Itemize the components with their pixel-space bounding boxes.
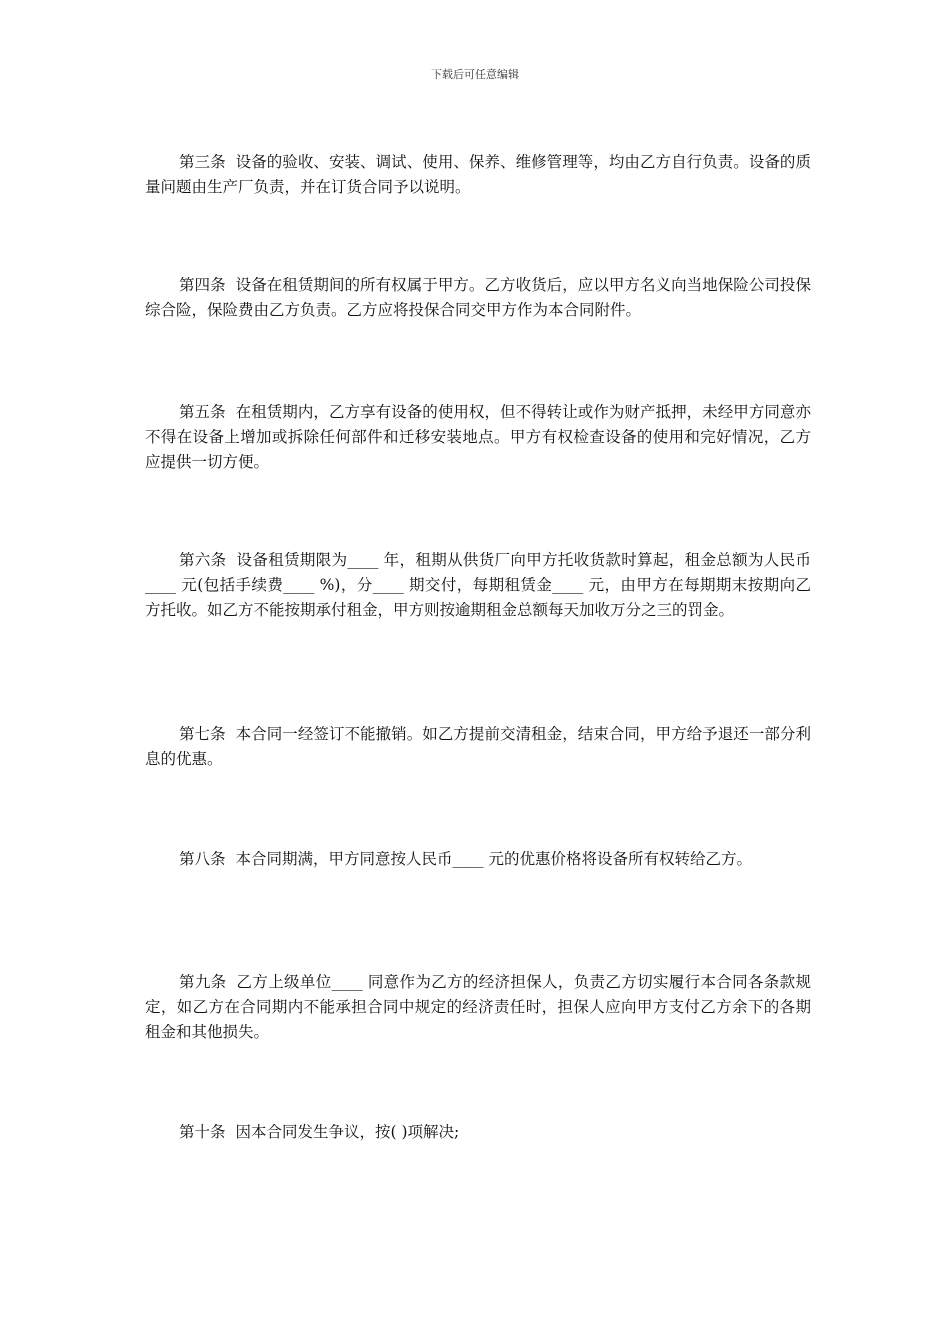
article-text: 设备在租赁期间的所有权属于甲方。乙方收货后，应以甲方名义向当地保险公司投保综合险，保险费由乙方负责。乙方应将投保合同交甲方作为本合同附件。 [145,276,811,319]
article-text: 设备的验收、安装、调试、使用、保养、维修管理等，均由乙方自行负责。设备的质量问题由生产厂负责，并在订货合同予以说明。 [145,153,811,196]
page-header: 下载后可任意编辑 [431,68,519,81]
article-label: 第五条 [179,403,226,421]
article-3 [145,150,811,200]
article-9 [145,970,811,1045]
article-text: 本合同一经签订不能撤销。如乙方提前交清租金，结束合同，甲方给予退还一部分利息的优惠。 [145,725,811,768]
article-4 [145,273,811,323]
article-text: 因本合同发生争议，按( )项解决; [235,1123,460,1141]
article-label: 第六条 [179,551,227,569]
article-label: 第八条 [179,850,226,868]
article-label: 第四条 [179,276,226,294]
article-5 [145,400,811,475]
article-7 [145,722,811,772]
article-label: 第十条 [179,1123,226,1141]
article-6 [145,548,811,623]
article-label: 第七条 [179,725,226,743]
article-text: 设备租赁期限为____ 年，租期从供货厂向甲方托收货款时算起，租金总额为人民币____ 元(包括手续费____ %)，分____ 期交付，每期租赁金____ 元，由甲方在每期期末按期向乙方托收。如乙方不能按期承付租金，甲方则按逾期租金总额每天加收万分之三的罚金。 [145,551,811,619]
article-text: 本合同期满，甲方同意按人民币____ 元的优惠价格将设备所有权转给乙方。 [235,850,752,868]
article-label: 第三条 [179,153,226,171]
article-label: 第九条 [179,973,227,991]
article-text: 乙方上级单位____ 同意作为乙方的经济担保人，负责乙方切实履行本合同各条款规定，如乙方在合同期内不能承担合同中规定的经济责任时，担保人应向甲方支付乙方余下的各期租金和其他损失。 [145,973,811,1041]
article-10 [145,1120,811,1145]
article-8 [145,847,811,872]
article-text: 在租赁期内，乙方享有设备的使用权，但不得转让或作为财产抵押，未经甲方同意亦不得在设备上增加或拆除任何部件和迁移安装地点。甲方有权检查设备的使用和完好情况，乙方应提供一切方便。 [145,403,811,471]
